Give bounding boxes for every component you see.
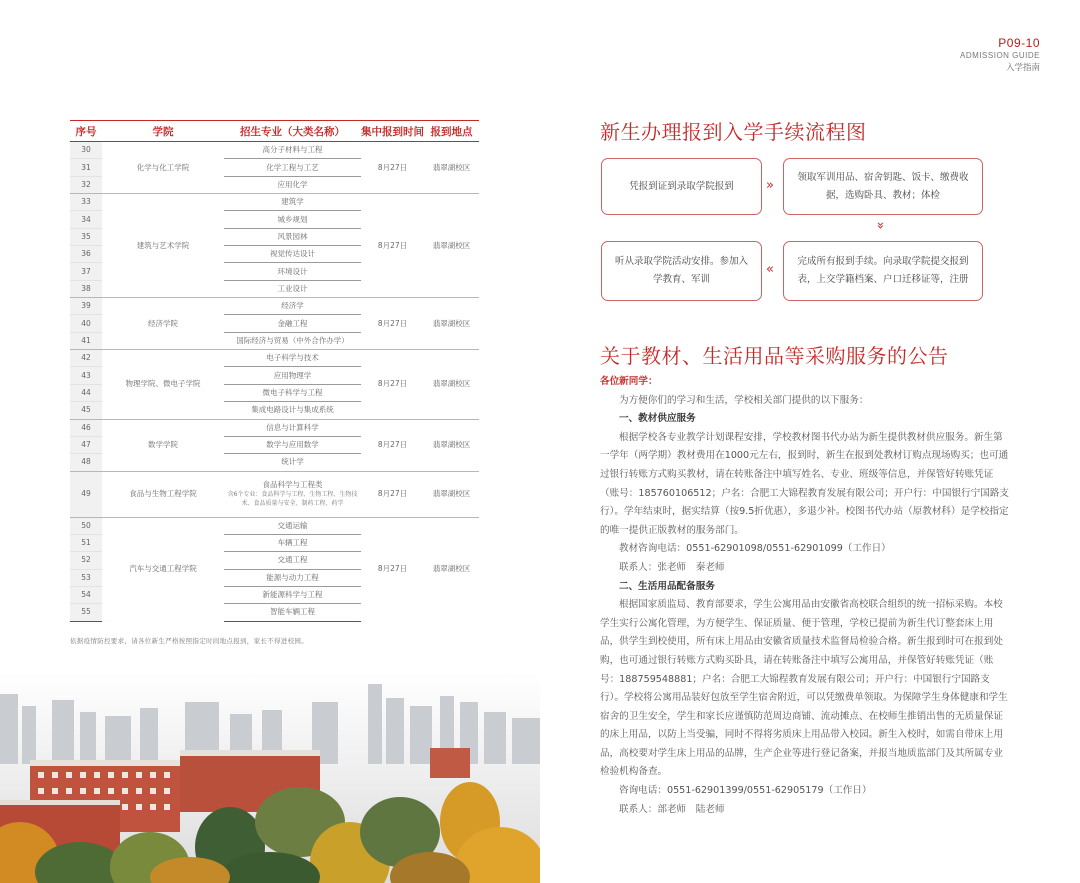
table-row: [70, 419, 479, 436]
cell-no: 36: [70, 246, 102, 263]
section-1-title: 一、教材供应服务: [619, 413, 696, 425]
cell-major: 交通工程: [224, 552, 361, 569]
campus-photo: [0, 672, 540, 883]
cell-location: 翡翠湖校区: [424, 194, 479, 298]
section-1-phone: 教材咨询电话：0551-62901098/0551-62901099（工作日）: [619, 543, 891, 555]
cell-no: 54: [70, 586, 102, 603]
cell-no: 46: [70, 419, 102, 436]
cell-no: 50: [70, 517, 102, 534]
cell-major: 交通运输: [224, 517, 361, 534]
cell-time: 8月27日: [361, 471, 424, 517]
cell-no: 35: [70, 228, 102, 245]
section-2-body: 根据国家质监局、教育部要求，学生公寓用品由安徽省高校联合组织的统一招标采购。本校学生实行公寓化管理，为方便学生、保证质量、便于管理，学校已提前为新生代订整套床上用品，供学生到校使用，所有床上用品由安徽省质量技术监督局检验合格。新生报到时可在报到处购，也可通过银行转账方式购买卧具，请在转账备注中填写公寓用品，并保管好转账凭证（账号：188759548881；户名：合肥工大锦程教育发展有限公司；开户行：中国银行宁国路支行）。学校将公寓用品装好包放至学生宿舍附近，可以凭缴费单领取。为保障学生身体健康和学生宿舍的卫生安全，学生和家长应谨慎防范周边商铺、流动摊点、在校师生推销出售的无质量保证的床上用品，以防上当受骗，同时不得将劣质床上用品带入校园。新生入校时，如需自带床上用品，高校要对学生床上用品的品牌，生产企业等进行登记备案，并报当地质监部门及其所属专业检验机构备查。: [600, 599, 1008, 778]
cell-no: 55: [70, 604, 102, 621]
cell-no: 47: [70, 436, 102, 453]
cell-location: 翡翠湖校区: [424, 517, 479, 621]
cell-major: 统计学: [224, 454, 361, 471]
table-row: [70, 142, 479, 159]
flow-step-2: 领取军训用品、宿舍钥匙、饭卡、缴费收据，选购卧具、教材；体检: [783, 158, 983, 215]
cell-no: 34: [70, 211, 102, 228]
flow-arrow-down: »: [872, 221, 888, 230]
section-1-body: 根据学校各专业教学计划课程安排，学校教材图书代办站为新生提供教材供应服务。新生第一学年（两学期）教材费用在1000元左右，报到时，新生在报到处教材订购点现场购买；也可通过银行转账方式购买教材，请在转账备注中填写姓名、专业、班级等信息，并保管好转账凭证（账号：185760106512；户名：合肥工大锦程教育发展有限公司；开户行：中国银行宁国路支行）。学年结束时，据实结算（按9.5折优惠），多退少补。校图书代办站（原教材科）是学校指定的唯一提供正版教材的服务部门。: [600, 431, 1010, 536]
cell-no: 52: [70, 552, 102, 569]
guide-title-en: ADMISSION GUIDE: [960, 51, 1040, 60]
cell-major: 车辆工程: [224, 534, 361, 551]
cell-major: 数学与应用数学: [224, 436, 361, 453]
notice-greeting: 各位新同学：: [600, 376, 658, 387]
cell-major: 高分子材料与工程: [262, 145, 323, 155]
section-2-title: 二、生活用品配备服务: [619, 580, 715, 592]
notice-intro: 为方便你们的学习和生活，学校相关部门提供的以下服务：: [619, 394, 869, 406]
cell-college: 物理学院、微电子学院: [102, 350, 224, 419]
major-subtext: 含6个专业：食品科学与工程、生物工程、生物技术、食品质量与安全、制药工程、药学: [227, 491, 358, 508]
col-header-location: 报到地点: [424, 121, 479, 142]
registration-table: [70, 120, 479, 622]
cell-no: 39: [70, 298, 102, 315]
cell-time: 8月27日: [361, 517, 424, 621]
cell-major: 工业设计: [224, 280, 361, 297]
notice-body: [600, 373, 1012, 819]
table-row: [70, 471, 479, 517]
cell-no: 32: [70, 176, 102, 193]
cell-no: 49: [70, 471, 102, 517]
cell-major: 智能车辆工程: [224, 604, 361, 621]
col-header-time: 集中报到时间: [361, 121, 424, 142]
flow-step-4: 听从录取学院活动安排。参加入学教育、军训: [601, 241, 762, 301]
cell-time: 8月27日: [361, 298, 424, 350]
major-name: 食品科学与工程类: [262, 480, 323, 490]
col-header-college: 学院: [102, 121, 224, 142]
col-header-major: 招生专业（大类名称）: [224, 121, 361, 142]
cell-no: 33: [70, 194, 102, 211]
table-row: [70, 298, 479, 315]
cell-major: 城乡规划: [224, 211, 361, 228]
flow-step-3: 完成所有报到手续。向录取学院提交报到表，上交学籍档案、户口迁移证等，注册: [783, 241, 983, 301]
flow-arrow-left: «: [766, 262, 774, 277]
flow-title: 新生办理报到入学手续流程图: [600, 120, 867, 144]
cell-major: 能源与动力工程: [224, 569, 361, 586]
cell-major: 微电子科学与工程: [224, 384, 361, 401]
section-2-phone: 咨询电话：0551-62901399/0551-62905179（工作日）: [619, 785, 872, 797]
table-row: [70, 194, 479, 211]
cell-time: 8月27日: [361, 419, 424, 471]
table-row: [70, 350, 479, 367]
table-row: [70, 517, 479, 534]
cell-no: 45: [70, 402, 102, 419]
cell-no: 37: [70, 263, 102, 280]
cell-college: 食品与生物工程学院: [102, 471, 224, 517]
section-1-contact: 联系人：张老师 秦老师: [619, 561, 725, 573]
flow-step-1: 凭报到证到录取学院报到: [601, 158, 762, 215]
cell-major: 风景园林: [224, 228, 361, 245]
cell-no: 53: [70, 569, 102, 586]
cell-major: 视觉传达设计: [224, 246, 361, 263]
cell-no: 48: [70, 454, 102, 471]
cell-college: 经济学院: [102, 298, 224, 350]
cell-major: 信息与计算科学: [224, 419, 361, 436]
guide-title-cn: 入学指南: [1005, 63, 1040, 73]
cell-location: 翡翠湖校区: [424, 471, 479, 517]
cell-major: 建筑学: [224, 194, 361, 211]
section-2-contact: 联系人：部老师 陆老师: [619, 803, 725, 815]
cell-major: 环境设计: [224, 263, 361, 280]
page-header: [960, 36, 1040, 73]
table-footnote: 依据疫情防控要求，请各位新生严格按照指定时间地点报到，家长不得进校园。: [70, 637, 308, 645]
cell-time: 8月27日: [361, 194, 424, 298]
flow-arrow-right: »: [766, 178, 774, 193]
cell-time: 8月27日: [361, 142, 424, 194]
cell-major: 化学工程与工艺: [224, 159, 361, 176]
cell-college: 数学学院: [102, 419, 224, 471]
table-header-row: [70, 121, 479, 142]
cell-major: 新能源科学与工程: [224, 586, 361, 603]
cell-no: 31: [70, 159, 102, 176]
cell-major: 电子科学与技术: [224, 350, 361, 367]
notice-title: 关于教材、生活用品等采购服务的公告: [600, 344, 949, 368]
cell-major: 集成电路设计与集成系统: [224, 402, 361, 419]
cell-location: 翡翠湖校区: [424, 142, 479, 194]
cell-major: 经济学: [224, 298, 361, 315]
cell-college: 化学与化工学院: [102, 142, 224, 194]
cell-major: [224, 471, 361, 517]
cell-no: 42: [70, 350, 102, 367]
cell-no: 44: [70, 384, 102, 401]
cell-time: 8月27日: [361, 350, 424, 419]
cell-location: 翡翠湖校区: [424, 298, 479, 350]
cell-no: 40: [70, 315, 102, 332]
cell-location: 翡翠湖校区: [424, 350, 479, 419]
cell-location: 翡翠湖校区: [424, 419, 479, 471]
cell-major: 国际经济与贸易（中外合作办学）: [224, 332, 361, 349]
cell-major: 应用化学: [224, 176, 361, 193]
col-header-no: 序号: [70, 121, 102, 142]
cell-no: 43: [70, 367, 102, 384]
cell-major: 金融工程: [224, 315, 361, 332]
cell-major: 应用物理学: [224, 367, 361, 384]
cell-no: 41: [70, 332, 102, 349]
cell-college: 建筑与艺术学院: [102, 194, 224, 298]
cell-no: 30: [70, 142, 102, 159]
cell-college: 汽车与交通工程学院: [102, 517, 224, 621]
page-number: P09-10: [998, 36, 1040, 50]
cell-no: 51: [70, 534, 102, 551]
cell-no: 38: [70, 280, 102, 297]
